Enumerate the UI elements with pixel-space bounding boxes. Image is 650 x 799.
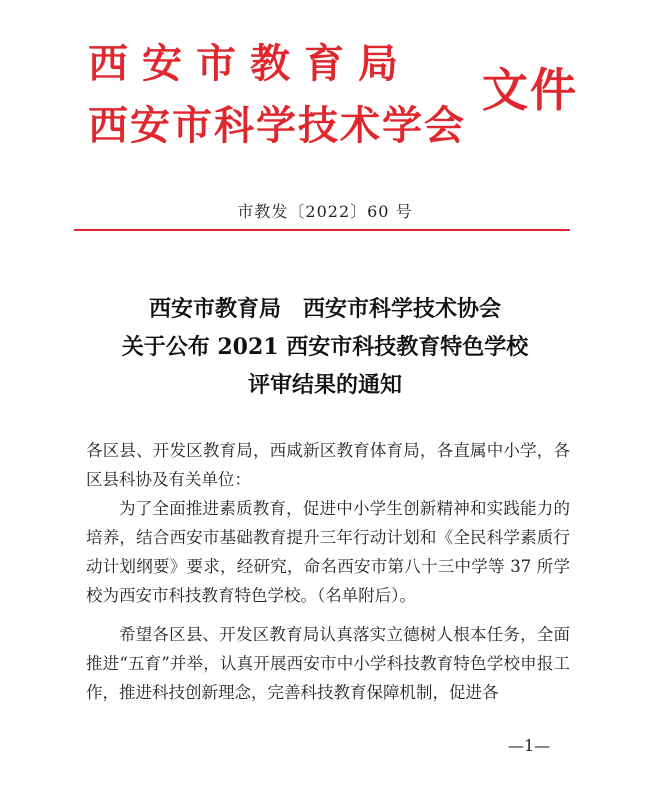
issuer-header	[88, 38, 488, 152]
notice-body	[86, 436, 570, 707]
body-paragraph-1: 为了全面推进素质教育，促进中小学生创新精神和实践能力的培养，结合西安市基础教育提升三年行动计划和《全民科学素质行动计划纲要》要求，经研究，命名西安市第八十三中学等 37 所学校为西安市科技教育特色学校。（名单附后）。	[86, 499, 570, 605]
notice-title	[0, 290, 650, 404]
issuer-name-science-association: 西安市科学技术学会	[88, 102, 466, 149]
document-number: 市教发〔2022〕60 号	[237, 202, 413, 221]
title-line-issuers: 西安市教育局 西安市科学技术协会	[148, 296, 501, 322]
body-paragraph-2: 希望各区县、开发区教育局认真落实立德树人根本任务，全面推进“五育”并举，认真开展西安市中小学科技教育特色学校申报工作，推进科技创新理念，完善科技教育保障机制，促进各	[86, 625, 570, 702]
salutation-paragraph: 各区县、开发区教育局，西咸新区教育体育局，各直属中小学，各区县科协及有关单位：	[86, 441, 570, 489]
page-number: —1—	[508, 736, 551, 755]
red-divider-line	[74, 229, 570, 231]
document-type-label: 文件	[482, 63, 578, 117]
title-line-notice: 评审结果的通知	[247, 372, 402, 398]
issuer-name-education-bureau: 西安市教育局	[88, 40, 412, 87]
title-line-subject: 关于公布 2021 西安市科技教育特色学校	[121, 334, 529, 360]
